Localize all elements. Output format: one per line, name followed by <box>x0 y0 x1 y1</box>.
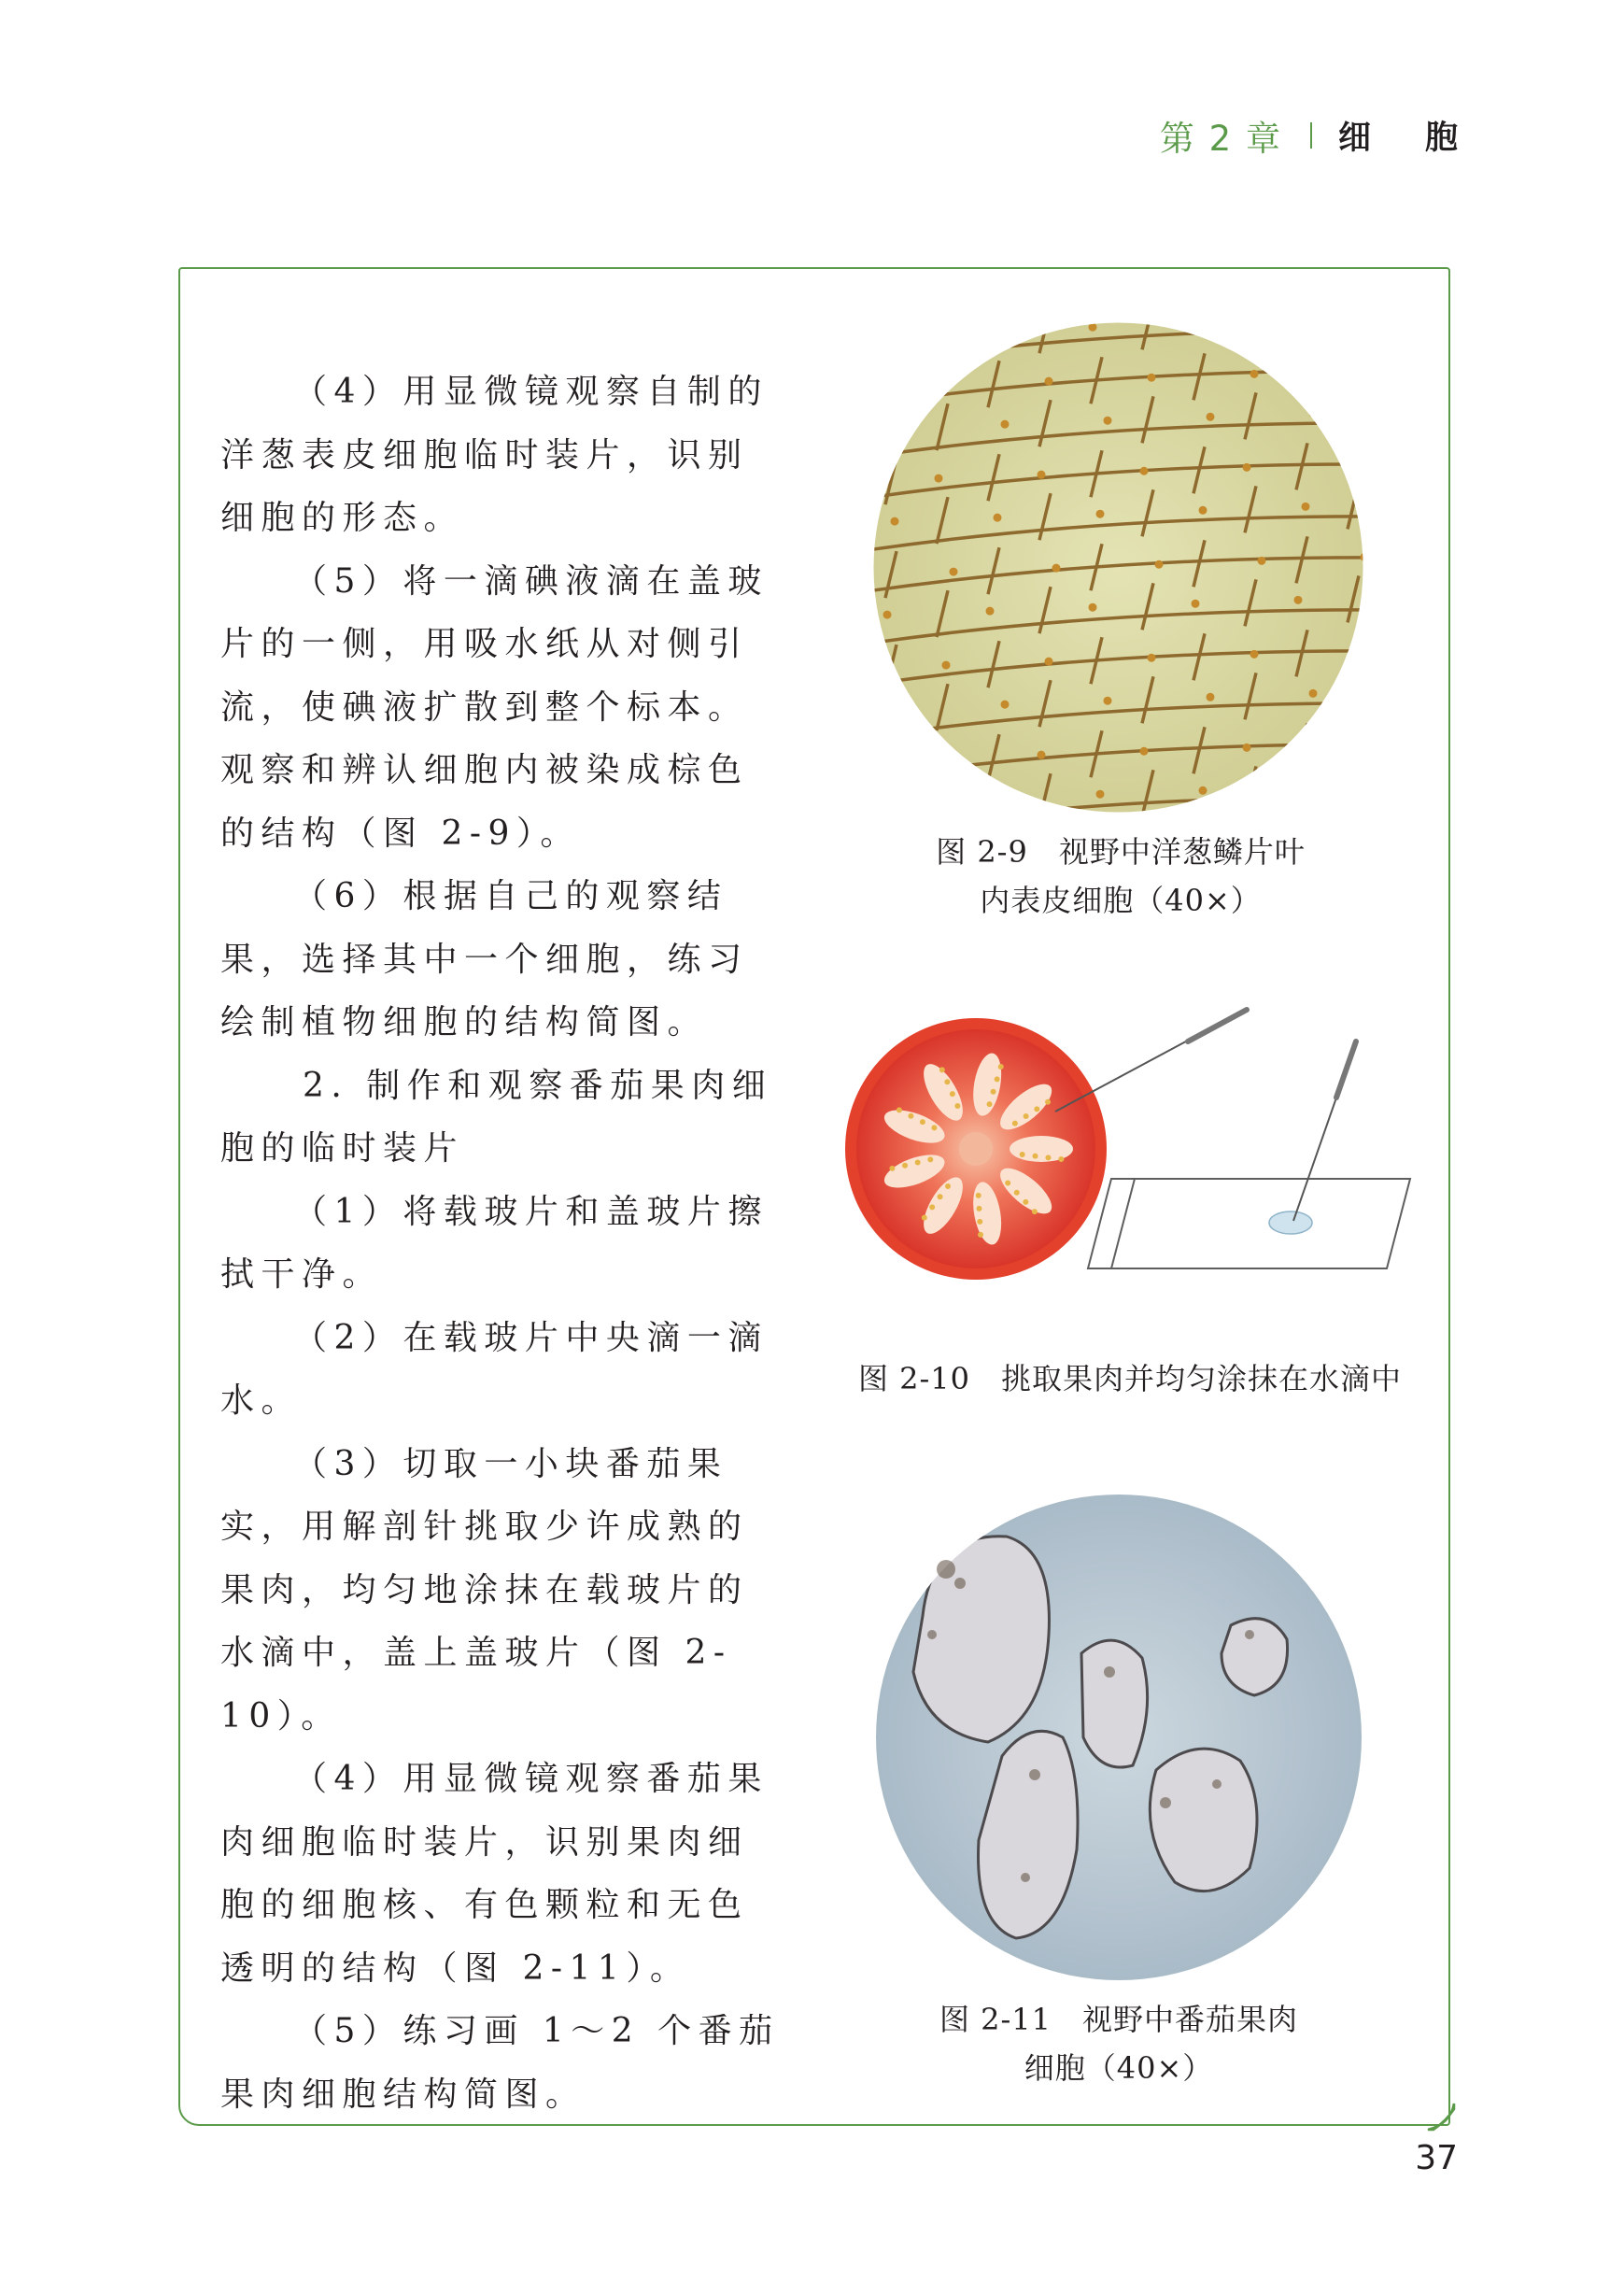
tomato-cells-micrograph <box>876 1495 1362 1980</box>
figure-caption <box>897 828 1345 925</box>
glass-slide <box>1088 1179 1410 1268</box>
chapter-header <box>1159 110 1512 161</box>
folded-corner-icon <box>1428 2104 1454 2130</box>
paragraph: （4）用显微镜观察自制的洋葱表皮细胞临时装片，识别细胞的形态。 <box>220 373 769 537</box>
page-number: 37 <box>1415 2139 1458 2177</box>
paragraph: （5）练习画 1～2 个番茄果肉细胞结构简图。 <box>220 2012 780 2114</box>
paragraph: （2）在载玻片中央滴一滴水。 <box>220 1318 769 1420</box>
chapter-number: 第 2 章 <box>1159 119 1282 159</box>
paragraph: （5）将一滴碘液滴在盖玻片的一侧，用吸水纸从对侧引流，使碘液扩散到整个标本。观察和辨认细胞内被染成棕色的结构（图 2-9）。 <box>220 561 769 853</box>
onion-cells-micrograph <box>873 322 1363 813</box>
paragraph: （4）用显微镜观察番茄果肉细胞临时装片，识别果肉细胞的细胞核、有色颗粒和无色透明的结构（图 2-11）。 <box>220 1760 769 1988</box>
figure-caption <box>913 1995 1324 2092</box>
paragraph: （6）根据自己的观察结果，选择其中一个细胞，练习绘制植物细胞的结构简图。 <box>220 877 749 1041</box>
section-heading: 2. 制作和观察番茄果肉细胞的临时装片 <box>220 1066 773 1168</box>
caption-line: 内表皮细胞（40×） <box>980 883 1262 918</box>
paragraph: （3）切取一小块番茄果实，用解剖针挑取少许成熟的果肉，均匀地涂抹在载玻片的水滴中，盖上盖玻片（图 2-10）。 <box>220 1444 749 1735</box>
caption-line: 图 2-9 视野中洋葱鳞片叶 <box>936 834 1306 870</box>
figure-caption <box>831 1354 1429 1403</box>
caption-line: 图 2-10 挑取果肉并均匀涂抹在水滴中 <box>857 1361 1403 1396</box>
caption-line: 细胞（40×） <box>1024 2050 1214 2086</box>
tomato-slide-illustration <box>831 1004 1429 1303</box>
header-divider <box>1310 122 1312 149</box>
paragraph: （1）将载玻片和盖玻片擦拭干净。 <box>220 1192 769 1294</box>
chapter-title: 细胞 <box>1337 120 1512 157</box>
instruction-text <box>220 361 785 2126</box>
caption-line: 图 2-11 视野中番茄果肉 <box>939 2002 1299 2037</box>
water-drop <box>1269 1211 1312 1234</box>
